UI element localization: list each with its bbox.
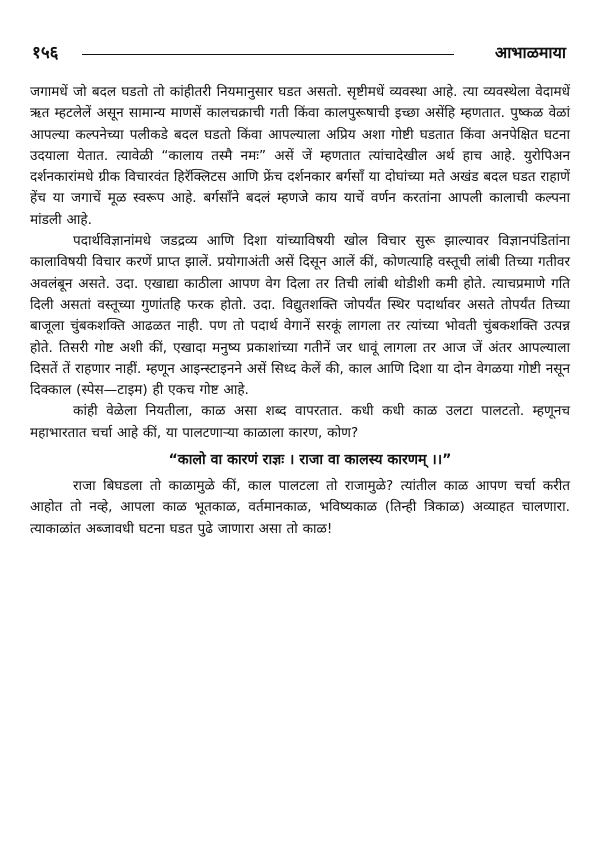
sanskrit-quote: “कालो वा कारणं राज्ञः । राजा वा कालस्य कारणम् ।।”	[168, 452, 452, 469]
paragraph-1: जगामधें जो बदल घडतो तो कांहीतरी नियमानुसार घडत असतो. सृष्टीमधें व्यवस्था आहे. त्या व्यवस्थेला वेदामधें ऋत म्हटलेलें असून सामान्य माणसें कालचक्राची गती किंवा कालपुरूषाची इच्छा असेंहि म्हणतात. पुष्कळ वेळां आपल्या कल्पनेच्या पलीकडे बदल घडतो किंवा आपल्याला अप्रिय अशा गोष्टी घडतात किंवा अनपेक्षित घटना उदयाला येतात. त्यावेळी “कालाय तस्मै नमः” असें जें म्हणतात त्यांचादेखील अर्थ हाच आहे. युरोपिअन दर्शनकारांमधे ग्रीक विचारवंत हिरॅक्लिटस आणि फ्रेंच दर्शनकार बर्गसाँ या दोघांच्या मते अखंड बदल घडत राहाणें हेंच या जगाचें मूळ स्वरूप आहे. बर्गसाँने बदलं म्हणजे काय याचें वर्णन करतांना आपली कालाची कल्पना मांडली आहे.	[30, 84, 570, 228]
paragraph-2: पदार्थविज्ञानांमधे जडद्रव्य आणि दिशा यांच्याविषयी खोल विचार सुरू झाल्यावर विज्ञानपंडितांना कालाविषयी विचार करणें प्राप्त झालें. प्रयोगाअंती असें दिसून आलें कीं, कोणत्याहि वस्तूची लांबी तिच्या गतीवर अवलंबून असते. उदा. एखाद्या काठीला आपण वेग दिला तर तिची लांबी थोडीशी कमी होते. त्याचप्रमाणे गति दिली असतां वस्तूच्या गुणांतहि फरक होतो. उदा. विद्युतशक्ति जोपर्यंत स्थिर पदार्थावर असते तोपर्यंत तिच्या बाजूला चुंबकशक्ति आढळत नाही. पण तो पदार्थ वेगानें सरकूं लागला तर त्यांच्या भोवती चुंबकशक्ति उत्पन्न होते. तिसरी गोष्ट अशी कीं, एखादा मनुष्य प्रकाशांच्या गतीनें जर धावूं लागला तर आज जें अंतर आपल्याला दिसतें तें राहणार नाहीं. म्हणून आइन्स्टाइनने असें सिध्द केलें की, काल आणि दिशा या दोन वेगळया गोष्टी नसून दिक्काल (स्पेस—टाइम) ही एकच गोष्ट आहे.	[30, 233, 570, 399]
header-rule	[82, 54, 454, 55]
paragraph-3: कांही वेळेला नियतीला, काळ असा शब्द वापरतात. कधी कधी काळ उलटा पालटतो. म्हणूनच महाभारतात चर्चा आहे कीं, या पालटणाऱ्या काळाला कारण, कोण?	[30, 403, 570, 441]
paragraph-4: राजा बिघडला तो काळामुळे कीं, काल पालटला तो राजामुळे? त्यांतील काळ आपण चर्चा करीत आहोत तो नव्हे, आपला काळ भूतकाळ, वर्तमानकाळ, भविष्यकाळ (तिन्ही त्रिकाळ) अव्याहत चालणारा. त्याकाळांत अब्जावधी घटना घडत पुढे जाणारा असा तो काळ!	[30, 478, 570, 537]
running-title: आभाळमाया	[494, 43, 566, 62]
page-body	[30, 82, 570, 540]
page-header	[32, 42, 566, 64]
page-number: १५६	[32, 43, 59, 63]
